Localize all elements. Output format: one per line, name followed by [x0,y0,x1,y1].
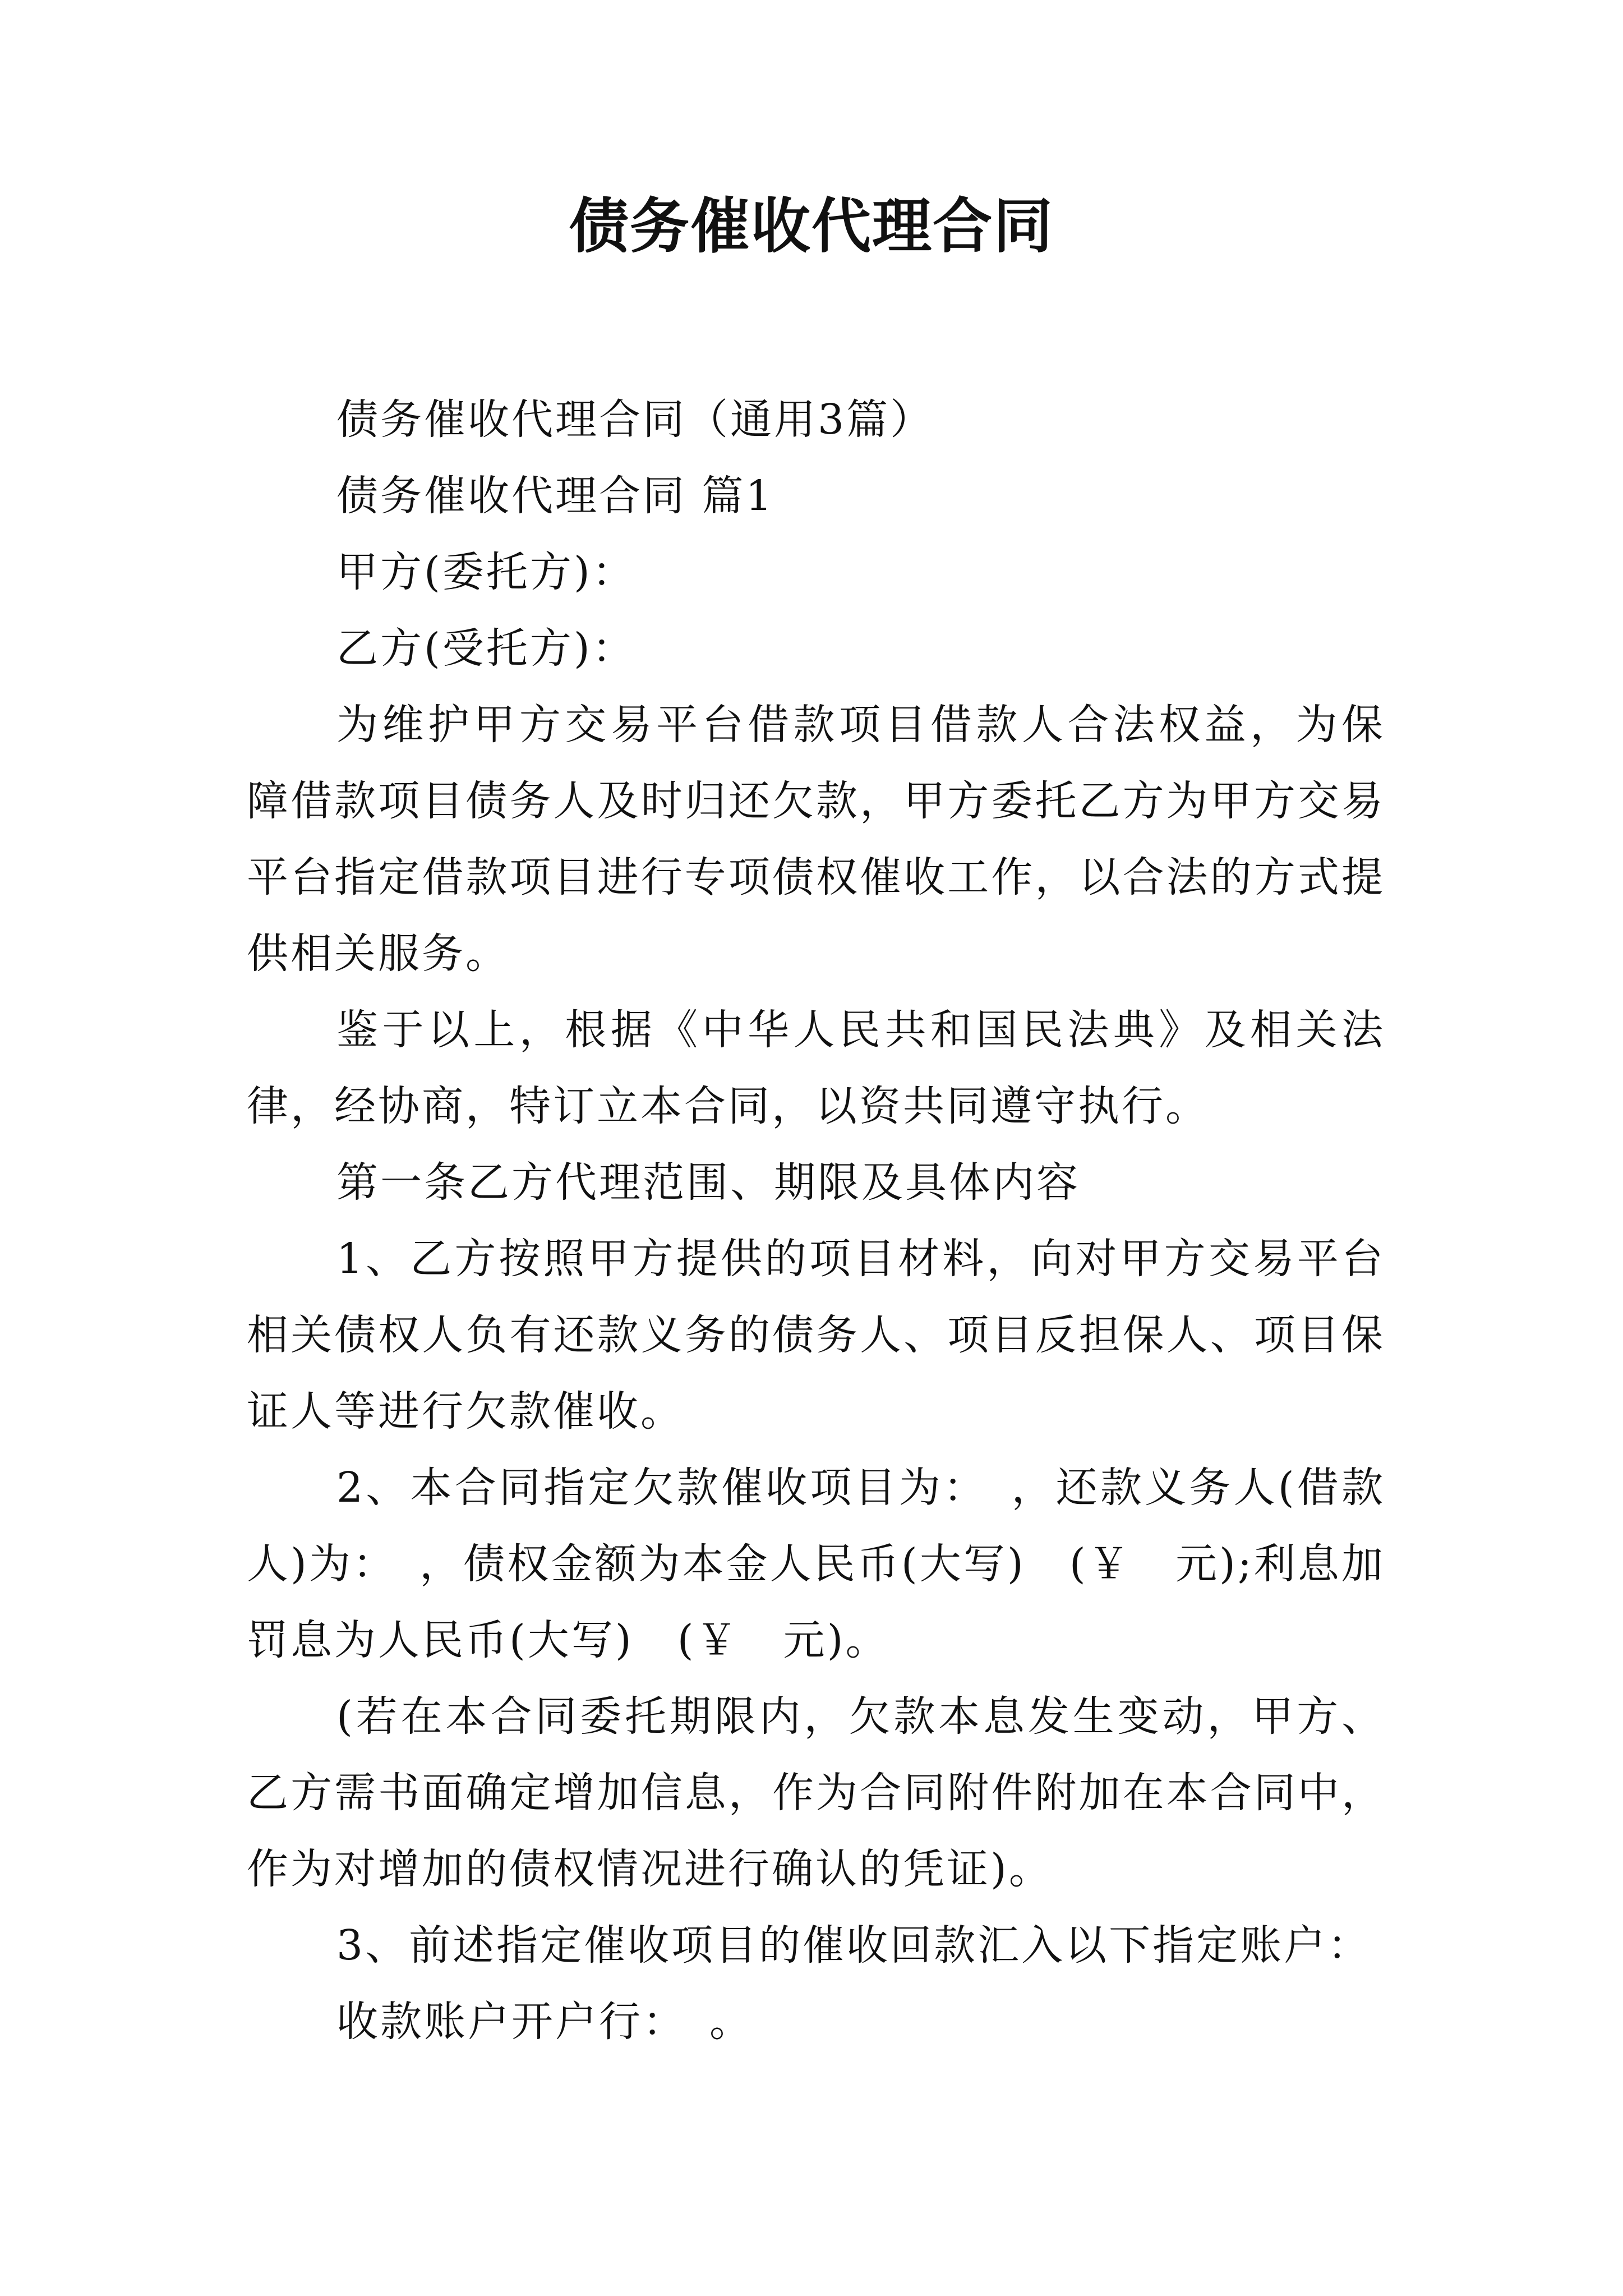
document-body [247,381,1385,2060]
paragraph-party-b: 乙方(受托方)： [336,624,636,673]
paragraph-legal-basis: 鉴于以上，根据《中华人民共和国民法典》及相关法律，经协商，特订立本合同，以资共同遵守执行。 [247,1006,1385,1130]
paragraph-article-one-heading: 第一条乙方代理范围、期限及具体内容 [336,1158,1080,1207]
paragraph-clause-3: 3、前述指定催收项目的催收回款汇入以下指定账户： [336,1921,1372,1970]
paragraph-party-a: 甲方(委托方)： [336,548,636,596]
document-title: 债务催收代理合同 [569,192,1054,261]
paragraph-section-heading: 债务催收代理合同 篇1 [336,472,774,520]
paragraph-account-bank: 收款账户开户行： 。 [336,1998,753,2046]
paragraph-purpose: 为维护甲方交易平台借款项目借款人合法权益，为保障借款项目债务人及时归还欠款，甲方委托乙方为甲方交易平台指定借款项目进行专项债权催收工作，以合法的方式提供相关服务。 [247,701,1385,978]
paragraph-clause-2-note: (若在本合同委托期限内，欠款本息发生变动，甲方、乙方需书面确定增加信息，作为合同附件附加在本合同中，作为对增加的债权情况进行确认的凭证)。 [247,1692,1385,1893]
paragraph-clause-1: 1、乙方按照甲方提供的项目材料，向对甲方交易平台相关债权人负有还款义务的债务人、项目反担保人、项目保证人等进行欠款催收。 [247,1235,1385,1435]
paragraph-clause-2: 2、本合同指定欠款催收项目为： ，还款义务人(借款人)为： ，债权金额为本金人民币(大写) (￥ 元);利息加罚息为人民币(大写) (￥ 元)。 [247,1464,1385,1664]
paragraph-collection-title: 债务催收代理合同（通用3篇） [336,395,934,444]
